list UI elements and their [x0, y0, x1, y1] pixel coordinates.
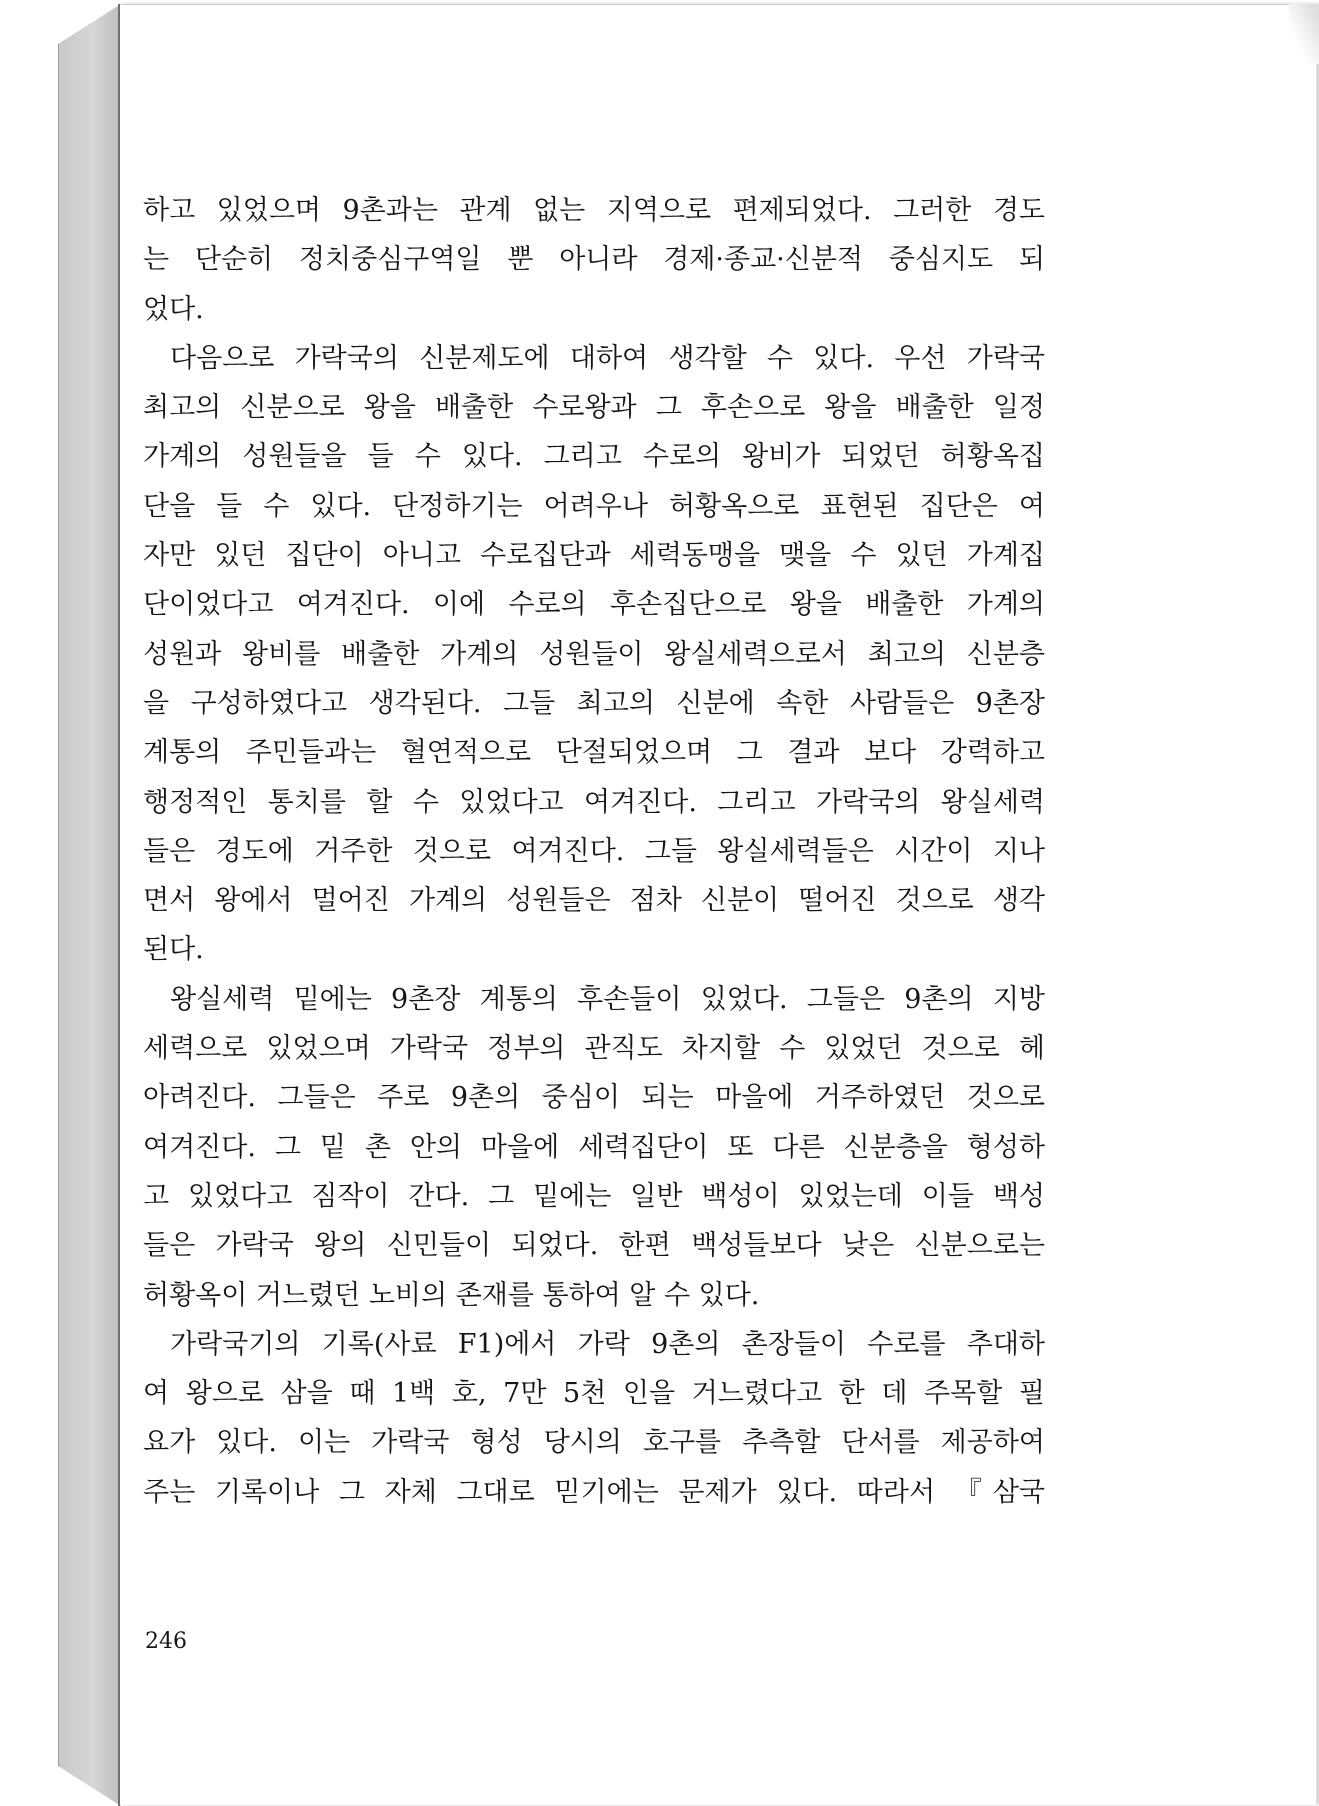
text-line: 단을 들 수 있다. 단정하기는 어려우나 허황옥으로 표현된 집단은 여 — [143, 490, 1045, 522]
text-line: 왕실세력 밑에는 9촌장 계통의 후손들이 있었다. 그들은 9촌의 지방 — [170, 983, 1045, 1015]
page-number: 246 — [145, 1629, 187, 1654]
text-line: 단이었다고 여겨진다. 이에 수로의 후손집단으로 왕을 배출한 가계의 — [143, 589, 1045, 621]
text-line: 들은 가락국 왕의 신민들이 되었다. 한편 백성들보다 낮은 신분으로는 — [143, 1230, 1045, 1262]
text-line: 계통의 주민들과는 혈연적으로 단절되었으며 그 결과 보다 강력하고 — [143, 737, 1045, 769]
body-text — [143, 186, 1045, 1517]
text-line: 자만 있던 집단이 아니고 수로집단과 세력동맹을 맺을 수 있던 가계집 — [143, 540, 1045, 572]
text-line: 가계의 성원들을 들 수 있다. 그리고 수로의 왕비가 되었던 허황옥집 — [143, 441, 1045, 473]
text-line: 허황옥이 거느렸던 노비의 존재를 통하여 알 수 있다. — [143, 1279, 760, 1311]
text-line: 여 왕으로 삼을 때 1백 호, 7만 5천 인을 거느렸다고 한 데 주목할 필 — [143, 1378, 1045, 1410]
text-line: 면서 왕에서 멀어진 가계의 성원들은 점차 신분이 떨어진 것으로 생각 — [143, 885, 1045, 917]
text-line: 다음으로 가락국의 신분제도에 대하여 생각할 수 있다. 우선 가락국 — [170, 342, 1045, 374]
text-line: 된다. — [143, 934, 204, 966]
text-line: 을 구성하였다고 생각된다. 그들 최고의 신분에 속한 사람들은 9촌장 — [143, 687, 1045, 719]
text-line: 고 있었다고 짐작이 간다. 그 밑에는 일반 백성이 있었는데 이들 백성 — [143, 1180, 1045, 1212]
text-line: 아려진다. 그들은 주로 9촌의 중심이 되는 마을에 거주하였던 것으로 — [143, 1082, 1045, 1114]
text-line: 었다. — [143, 293, 204, 325]
text-line: 주는 기록이나 그 자체 그대로 믿기에는 문제가 있다. 따라서 『삼국 — [143, 1476, 1045, 1508]
page-corner-shadow — [1289, 4, 1319, 64]
text-line: 들은 경도에 거주한 것으로 여겨진다. 그들 왕실세력들은 시간이 지나 — [143, 835, 1045, 867]
text-line: 요가 있다. 이는 가락국 형성 당시의 호구를 추측할 단서를 제공하여 — [143, 1427, 1045, 1459]
text-line: 하고 있었으며 9촌과는 관계 없는 지역으로 편제되었다. 그러한 경도 — [143, 195, 1045, 226]
text-line: 세력으로 있었으며 가락국 정부의 관직도 차지할 수 있었던 것으로 헤 — [143, 1033, 1045, 1065]
text-line: 최고의 신분으로 왕을 배출한 수로왕과 그 후손으로 왕을 배출한 일정 — [143, 392, 1045, 424]
book-spine — [58, 4, 121, 1806]
text-line: 는 단순히 정치중심구역일 뿐 아니라 경제·종교·신분적 중심지도 되 — [143, 244, 1045, 276]
text-line: 성원과 왕비를 배출한 가계의 성원들이 왕실세력으로서 최고의 신분층 — [143, 638, 1045, 670]
text-line: 가락국기의 기록(사료 F1)에서 가락 9촌의 촌장들이 수로를 추대하 — [170, 1328, 1045, 1360]
text-line: 여겨진다. 그 밑 촌 안의 마을에 세력집단이 또 다른 신분층을 형성하 — [143, 1131, 1045, 1163]
text-line: 행정적인 통치를 할 수 있었다고 여겨진다. 그리고 가락국의 왕실세력 — [143, 786, 1045, 818]
